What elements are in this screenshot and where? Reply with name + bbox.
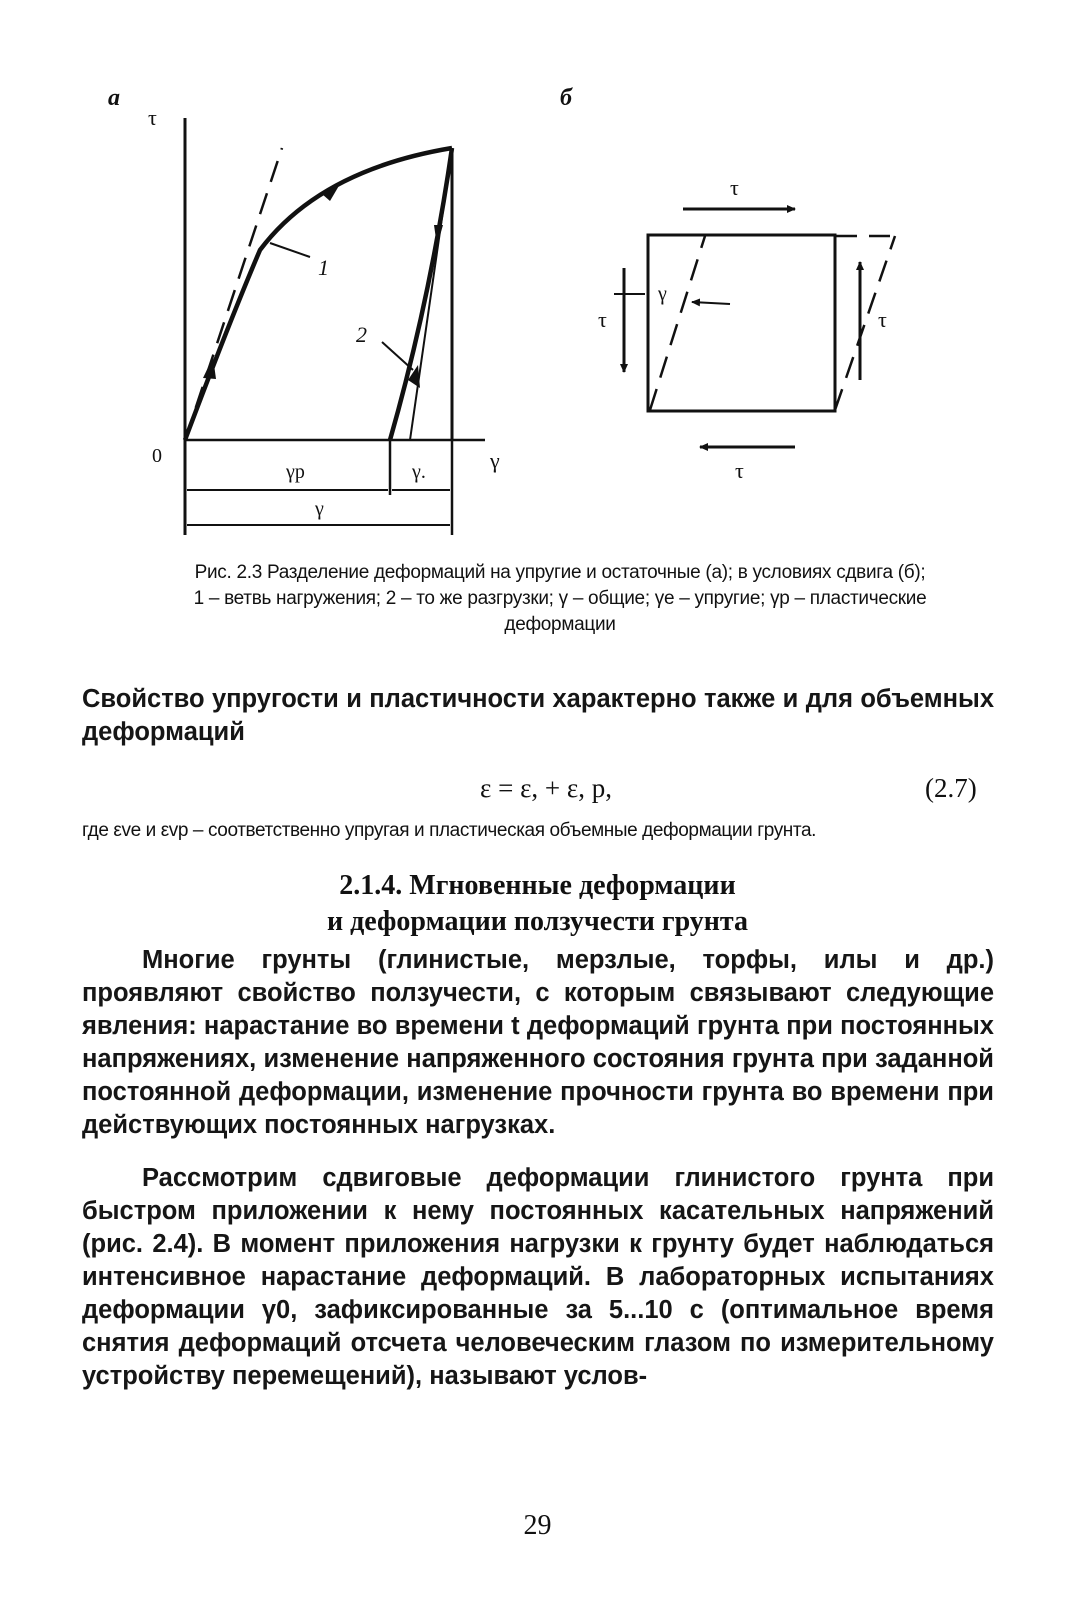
panel-a-label: а bbox=[108, 85, 120, 111]
elastic-line bbox=[410, 148, 452, 440]
curve-1-label: 1 bbox=[318, 255, 329, 280]
section-heading-line-1: 2.1.4. Мгновенные деформации bbox=[339, 870, 736, 901]
gamma-p-label: γp bbox=[286, 461, 305, 483]
origin-label: 0 bbox=[152, 445, 162, 467]
gamma-pointer-right bbox=[692, 302, 730, 304]
gamma-total-label: γ bbox=[315, 498, 324, 520]
tau-left-label: τ bbox=[598, 307, 607, 332]
paragraph-2: Многие грунты (глинистые, мерзлые, торфы, илы и др.) проявляют свойство ползучести, с которым связывают следующие явления: нарастание во времени t деформаций грунта при постоянных напряжениях, изменение напряженного состояния грунта при заданной постоянной деформации, изменение прочности грунта во времени при действующих постоянных нагрузках. bbox=[82, 946, 994, 1139]
gamma-angle-label: γ bbox=[658, 283, 667, 305]
paragraph-1: Свойство упругости и пластичности характерно также и для объемных деформаций bbox=[82, 685, 994, 746]
loading-curve-1 bbox=[185, 148, 452, 440]
page-number: 29 bbox=[523, 1510, 552, 1541]
caption-line-1: Рис. 2.3 Разделение деформаций на упругие и остаточные (а); в условиях сдвига (б); bbox=[194, 562, 926, 583]
curve-2-label: 2 bbox=[356, 322, 367, 347]
formula-number: (2.7) bbox=[925, 773, 977, 803]
tau-right-label: τ bbox=[878, 307, 887, 332]
tau-top-label: τ bbox=[730, 175, 739, 200]
formula-2-7: ε = ε, + ε, p, bbox=[480, 773, 612, 803]
figure-2-3 bbox=[0, 0, 1075, 560]
formula-explanation: где εve и εvp – соответственно упругая и пластическая объемные деформации грунта. bbox=[82, 820, 817, 841]
gamma-axis-label: γ bbox=[490, 448, 500, 473]
unloading-curve-2 bbox=[390, 148, 452, 440]
deformed-left-edge bbox=[650, 236, 705, 410]
shear-square bbox=[648, 235, 835, 411]
caption-line-2: 1 – ветвь нагружения; 2 – то же разгрузки; γ – общие; γе – упругие; γр – пластические bbox=[193, 588, 927, 609]
tau-axis-label: τ bbox=[148, 105, 157, 130]
gamma-e-label: γ. bbox=[412, 461, 426, 483]
leader-2 bbox=[382, 342, 413, 370]
caption-line-3: деформации bbox=[504, 614, 616, 635]
section-heading-line-2: и деформации ползучести грунта bbox=[326, 906, 749, 937]
tau-bottom-label: τ bbox=[735, 458, 744, 483]
panel-b-label: б bbox=[560, 85, 572, 111]
figure-caption bbox=[110, 560, 1010, 638]
paragraph-3: Рассмотрим сдвиговые деформации глинистого грунта при быстром приложении к нему постоянных касательных напряжений (рис. 2.4). В момент приложения нагрузки к грунту будет наблюдаться интенсивное нарастание деформаций. В лабораторных испытаниях деформации γ0, зафиксированные за 5...10 с (оптимальное время снятия деформаций отсчета человеческим глазом по измерительному устройству перемещений), называют услов- bbox=[82, 1164, 994, 1390]
leader-1 bbox=[270, 243, 310, 257]
